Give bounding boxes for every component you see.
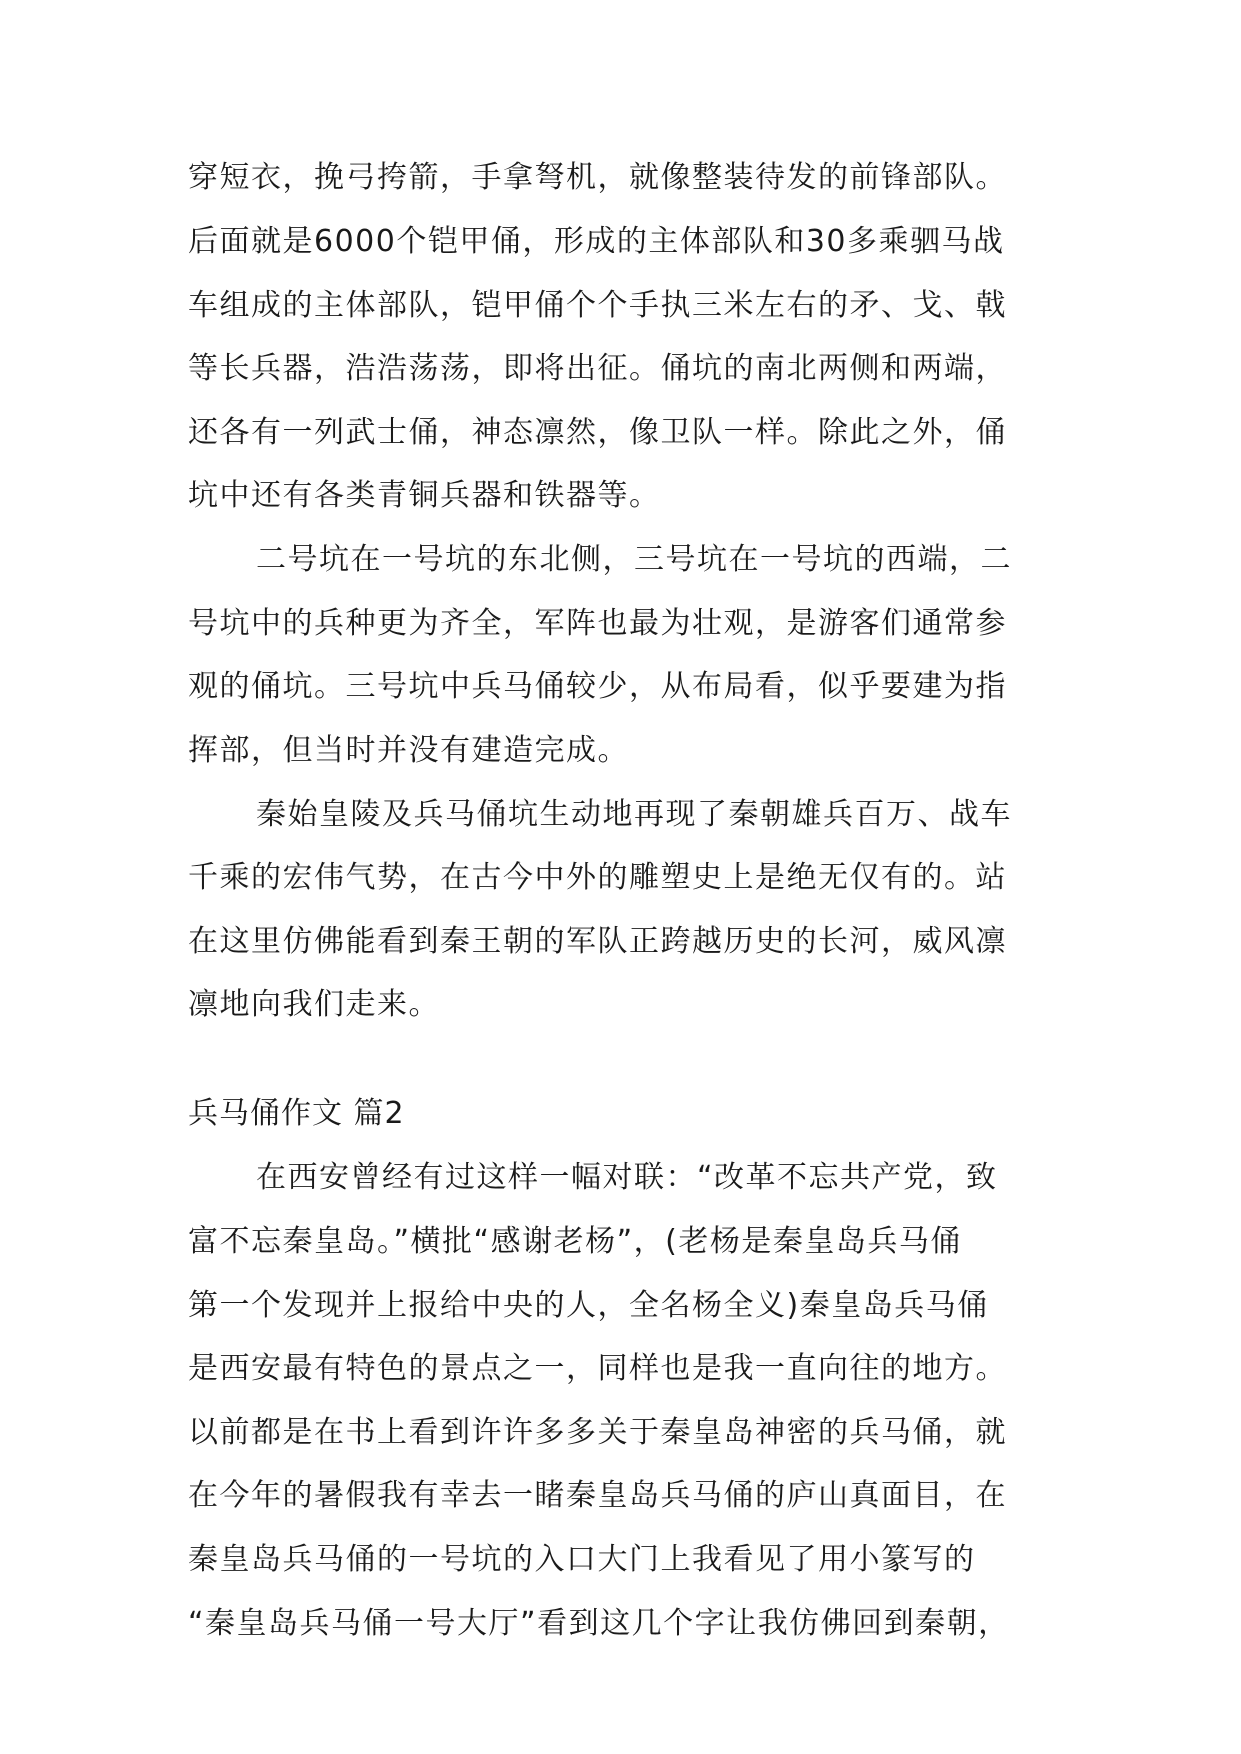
paragraph-line: 以前都是在书上看到许许多多关于秦皇岛神密的兵马俑，就 (188, 1415, 1007, 1450)
paragraph-line: 秦始皇陵及兵马俑坑生动地再现了秦朝雄兵百万、战车 (256, 797, 1012, 832)
paragraph-line: 在西安曾经有过这样一幅对联：“改革不忘共产党，致 (256, 1160, 998, 1195)
paragraph-line: 号坑中的兵种更为齐全，军阵也最为壮观，是游客们通常参 (188, 606, 1007, 641)
paragraph-line: 秦皇岛兵马俑的一号坑的入口大门上我看见了用小篆写的 (188, 1542, 976, 1577)
paragraph-line: 二号坑在一号坑的东北侧，三号坑在一号坑的西端，二 (256, 542, 1012, 577)
paragraph-line: 坑中还有各类青铜兵器和铁器等。 (188, 478, 661, 513)
paragraph-line: 在今年的暑假我有幸去一睹秦皇岛兵马俑的庐山真面目，在 (188, 1478, 1007, 1513)
paragraph-line: 等长兵器，浩浩荡荡，即将出征。俑坑的南北两侧和两端， (188, 351, 1007, 386)
paragraph-line: 第一个发现并上报给中央的人，全名杨全义)秦皇岛兵马俑 (188, 1288, 989, 1323)
paragraph-line: 凛地向我们走来。 (188, 987, 440, 1022)
paragraph-line: 千乘的宏伟气势，在古今中外的雕塑史上是绝无仅有的。站 (188, 860, 1007, 895)
paragraph-line: 富不忘秦皇岛。”横批“感谢老杨”，(老杨是秦皇岛兵马俑 (188, 1224, 962, 1259)
paragraph-line: 挥部，但当时并没有建造完成。 (188, 733, 629, 768)
paragraph-line: “秦皇岛兵马俑一号大厅”看到这几个字让我仿佛回到秦朝， (188, 1606, 1010, 1641)
paragraph-line: 后面就是6000个铠甲俑，形成的主体部队和30多乘驷马战 (188, 224, 1005, 259)
section-heading: 兵马俑作文 篇2 (188, 1096, 405, 1131)
paragraph-line: 还各有一列武士俑，神态凛然，像卫队一样。除此之外，俑 (188, 415, 1007, 450)
paragraph-line: 是西安最有特色的景点之一，同样也是我一直向往的地方。 (188, 1351, 1007, 1386)
paragraph-line: 观的俑坑。三号坑中兵马俑较少，从布局看，似乎要建为指 (188, 669, 1007, 704)
paragraph-line: 车组成的主体部队，铠甲俑个个手执三米左右的矛、戈、戟 (188, 288, 1007, 323)
paragraph-line: 穿短衣，挽弓挎箭，手拿弩机，就像整装待发的前锋部队。 (188, 160, 1007, 195)
paragraph-line: 在这里仿佛能看到秦王朝的军队正跨越历史的长河，威风凛 (188, 924, 1007, 959)
